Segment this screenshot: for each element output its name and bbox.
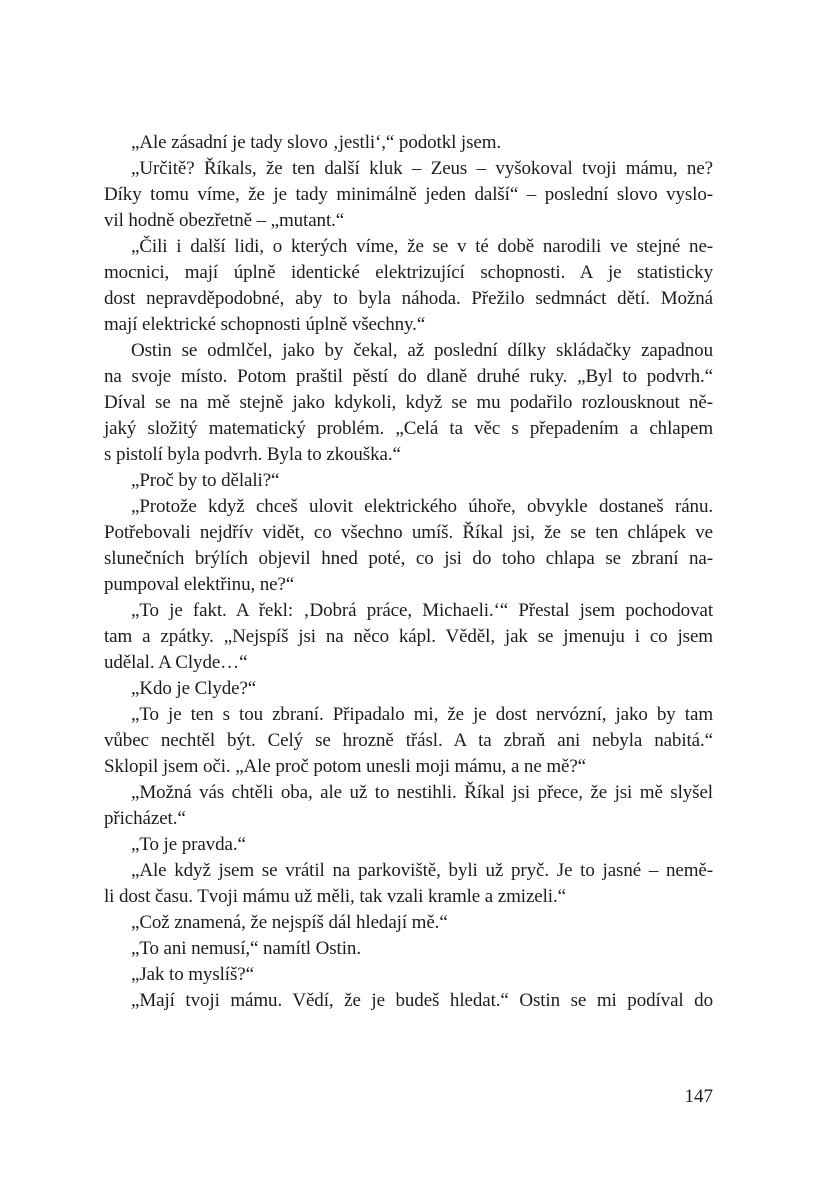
text-line: Potřebovali nejdřív vidět, co všechno umíš. Říkal jsi, že se ten chlápek ve	[104, 522, 713, 543]
paragraph	[104, 494, 713, 598]
paragraph	[104, 156, 713, 234]
text-line: „Určitě? Říkals, že ten další kluk – Zeus – vyšokoval tvoji mámu, ne?	[131, 158, 713, 179]
paragraph	[104, 702, 713, 780]
paragraph	[104, 832, 713, 858]
paragraph	[104, 598, 713, 676]
text-line: „To je ten s tou zbraní. Připadalo mi, že je dost nervózní, jako by tam	[131, 704, 713, 725]
text-line: jaký složitý matematický problém. „Celá ta věc s přepadením a chlapem	[104, 418, 713, 439]
paragraph	[104, 988, 713, 1014]
text-line: „Ale když jsem se vrátil na parkoviště, byli už pryč. Je to jasné – nemě-	[131, 860, 713, 881]
text-line: přicházet.“	[104, 808, 186, 829]
text-line: „To ani nemusí,“ namítl Ostin.	[131, 938, 361, 959]
text-line: pumpoval elektřinu, ne?“	[104, 574, 295, 595]
text-line: vůbec nechtěl být. Celý se hrozně třásl. A ta zbraň ani nebyla nabitá.“	[104, 730, 713, 751]
text-line: „Možná vás chtěli oba, ale už to nestihli. Říkal jsi přece, že jsi mě slyšel	[131, 782, 713, 803]
paragraph	[104, 130, 713, 156]
paragraph	[104, 936, 713, 962]
text-line: „Jak to myslíš?“	[131, 964, 254, 985]
text-line: na svoje místo. Potom praštil pěstí do dlaně druhé ruky. „Byl to podvrh.“	[104, 366, 713, 387]
paragraph	[104, 468, 713, 494]
text-line: mocnici, mají úplně identické elektrizující schopnosti. A je statisticky	[104, 262, 713, 283]
paragraph	[104, 858, 713, 910]
text-line: Díval se na mě stejně jako kdykoli, když se mu podařilo rozlousknout ně-	[104, 392, 713, 413]
text-line: tam a zpátky. „Nejspíš jsi na něco kápl. Věděl, jak se jmenuju i co jsem	[104, 626, 713, 647]
text-line: „To je pravda.“	[131, 834, 246, 855]
text-line: „Ale zásadní je tady slovo ‚jestli‘,“ podotkl jsem.	[131, 132, 502, 153]
text-line: „Mají tvoji mámu. Vědí, že je budeš hledat.“ Ostin se mi podíval do	[131, 990, 713, 1011]
paragraph	[104, 962, 713, 988]
paragraph	[104, 910, 713, 936]
text-line: Díky tomu víme, že je tady minimálně jeden další“ – poslední slovo vyslo-	[104, 184, 713, 205]
text-line: „To je fakt. A řekl: ‚Dobrá práce, Michaeli.‘“ Přestal jsem pochodovat	[131, 600, 713, 621]
page-number: 147	[684, 1086, 713, 1107]
text-line: Sklopil jsem oči. „Ale proč potom unesli moji mámu, a ne mě?“	[104, 756, 586, 777]
paragraph	[104, 676, 713, 702]
paragraph	[104, 338, 713, 468]
text-line: Ostin se odmlčel, jako by čekal, až poslední dílky skládačky zapadnou	[131, 340, 713, 361]
text-line: slunečních brýlích objevil hned poté, co jsi do toho chlapa se zbraní na-	[104, 548, 713, 569]
text-line: „Kdo je Clyde?“	[131, 678, 257, 699]
paragraph	[104, 234, 713, 338]
text-line: „Což znamená, že nejspíš dál hledají mě.“	[131, 912, 448, 933]
text-line: li dost času. Tvoji mámu už měli, tak vzali kramle a zmizeli.“	[104, 886, 566, 907]
text-block	[104, 130, 713, 1014]
text-line: „Čili i další lidi, o kterých víme, že se v té době narodili ve stejné ne-	[131, 236, 713, 257]
text-line: dost nepravděpodobné, aby to byla náhoda. Přežilo sedmnáct dětí. Možná	[104, 288, 713, 309]
paragraph	[104, 780, 713, 832]
text-line: udělal. A Clyde…“	[104, 652, 248, 673]
text-line: „Proč by to dělali?“	[131, 470, 280, 491]
text-line: vil hodně obezřetně – „mutant.“	[104, 210, 345, 231]
text-line: s pistolí byla podvrh. Byla to zkouška.“	[104, 444, 401, 465]
text-line: mají elektrické schopnosti úplně všechny.“	[104, 314, 426, 335]
text-line: „Protože když chceš ulovit elektrického úhoře, obvykle dostaneš ránu.	[131, 496, 713, 517]
